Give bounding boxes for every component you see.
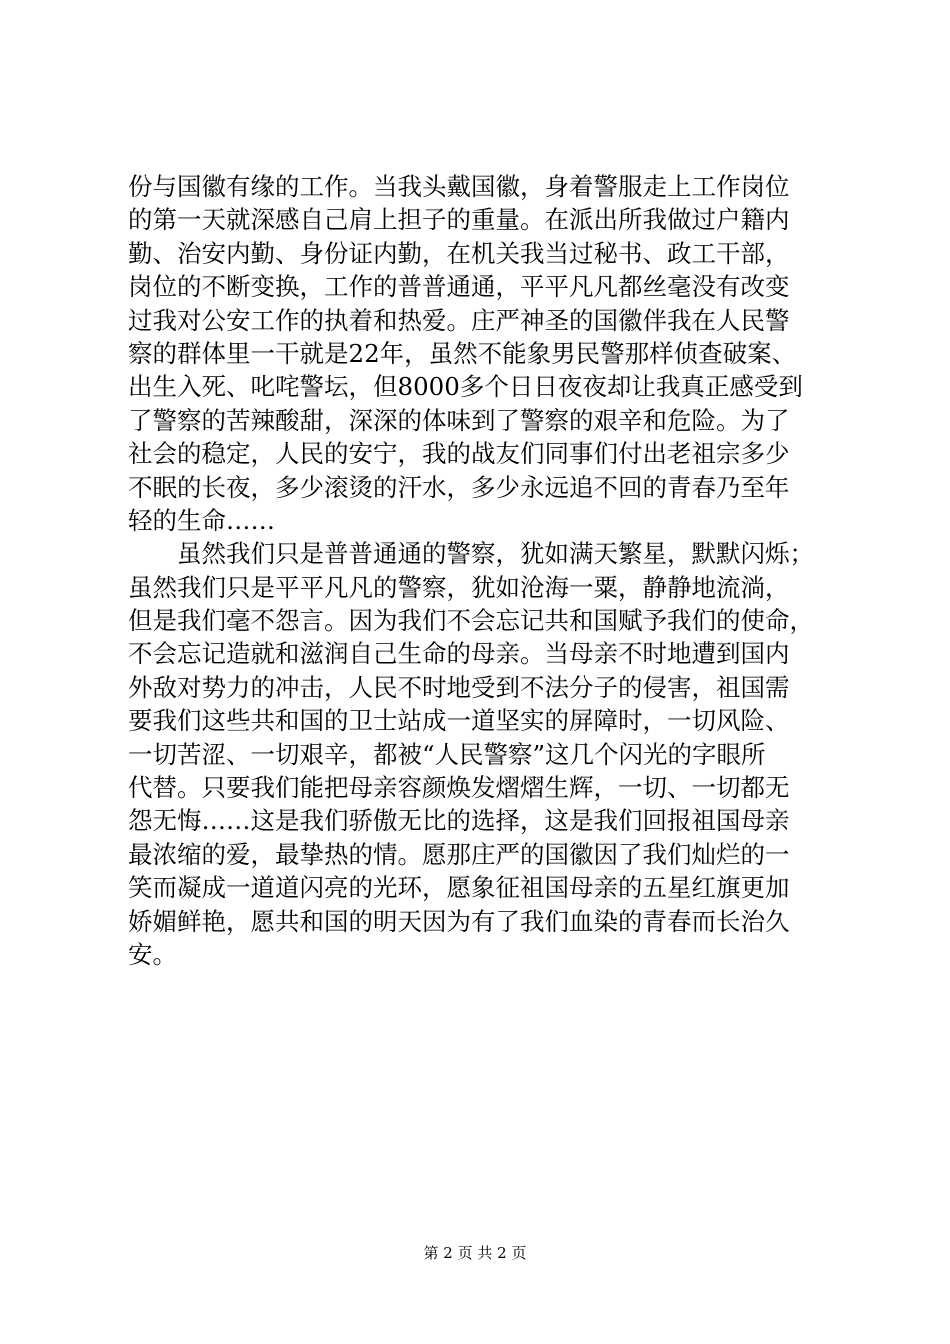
text-line: 笑而凝成一道道闪亮的光环，愿象征祖国母亲的五星红旗更加 bbox=[128, 873, 790, 903]
paragraph-start-line: 虽然我们只是普普通通的警察，犹如满天繁星，默默闪烁； bbox=[128, 539, 814, 569]
text-line: 一切苦涩、一切艰辛，都被“人民警察”这几个闪光的字眼所 bbox=[128, 739, 766, 769]
text-line: 要我们这些共和国的卫士站成一道坚实的屏障时，一切风险、 bbox=[128, 706, 790, 736]
text-line: 轻的生命…… bbox=[128, 505, 275, 535]
text-line: 的第一天就深感自己肩上担子的重量。在派出所我做过户籍内 bbox=[128, 205, 790, 235]
body-text bbox=[128, 170, 828, 971]
text-line: 安。 bbox=[128, 939, 177, 969]
text-line: 怨无悔……这是我们骄傲无比的选择，这是我们回报祖国母亲 bbox=[128, 806, 790, 836]
text-line: 最浓缩的爱，最挚热的情。愿那庄严的国徽因了我们灿烂的一 bbox=[128, 839, 790, 869]
text-line: 了警察的苦辣酸甜，深深的体味到了警察的艰辛和危险。为了 bbox=[128, 405, 790, 435]
text-line: 社会的稳定，人民的安宁，我的战友们同事们付出老祖宗多少 bbox=[128, 439, 790, 469]
page-number-label: 第 2 页 共 2 页 bbox=[423, 1244, 527, 1262]
text-line: 代替。只要我们能把母亲容颜焕发熠熠生辉，一切、一切都无 bbox=[128, 773, 790, 803]
text-line: 份与国徽有缘的工作。当我头戴国徽，身着警服走上工作岗位 bbox=[128, 172, 790, 201]
text-line: 察的群体里一干就是22年，虽然不能象男民警那样侦查破案、 bbox=[128, 338, 797, 368]
text-line: 但是我们毫不怨言。因为我们不会忘记共和国赋予我们的使命， bbox=[128, 606, 814, 636]
text-line: 出生入死、叱咤警坛，但8000多个日日夜夜却让我真正感受到 bbox=[128, 372, 803, 402]
text-line: 勤、治安内勤、身份证内勤，在机关我当过秘书、政工干部， bbox=[128, 238, 790, 268]
text-line: 娇媚鲜艳，愿共和国的明天因为有了我们血染的青春而长治久 bbox=[128, 906, 790, 936]
text-line: 不眠的长夜，多少滚烫的汗水，多少永远追不回的青春乃至年 bbox=[128, 472, 790, 502]
text-line: 不会忘记造就和滋润自己生命的母亲。当母亲不时地遭到国内 bbox=[128, 639, 790, 669]
text-line: 外敌对势力的冲击，人民不时地受到不法分子的侵害，祖国需 bbox=[128, 672, 790, 702]
page-footer bbox=[0, 1243, 950, 1263]
text-line: 虽然我们只是平平凡凡的警察，犹如沧海一粟，静静地流淌， bbox=[128, 572, 790, 602]
text-line: 岗位的不断变换，工作的普普通通，平平凡凡都丝毫没有改变 bbox=[128, 272, 790, 302]
text-line: 过我对公安工作的执着和热爱。庄严神圣的国徽伴我在人民警 bbox=[128, 305, 790, 335]
